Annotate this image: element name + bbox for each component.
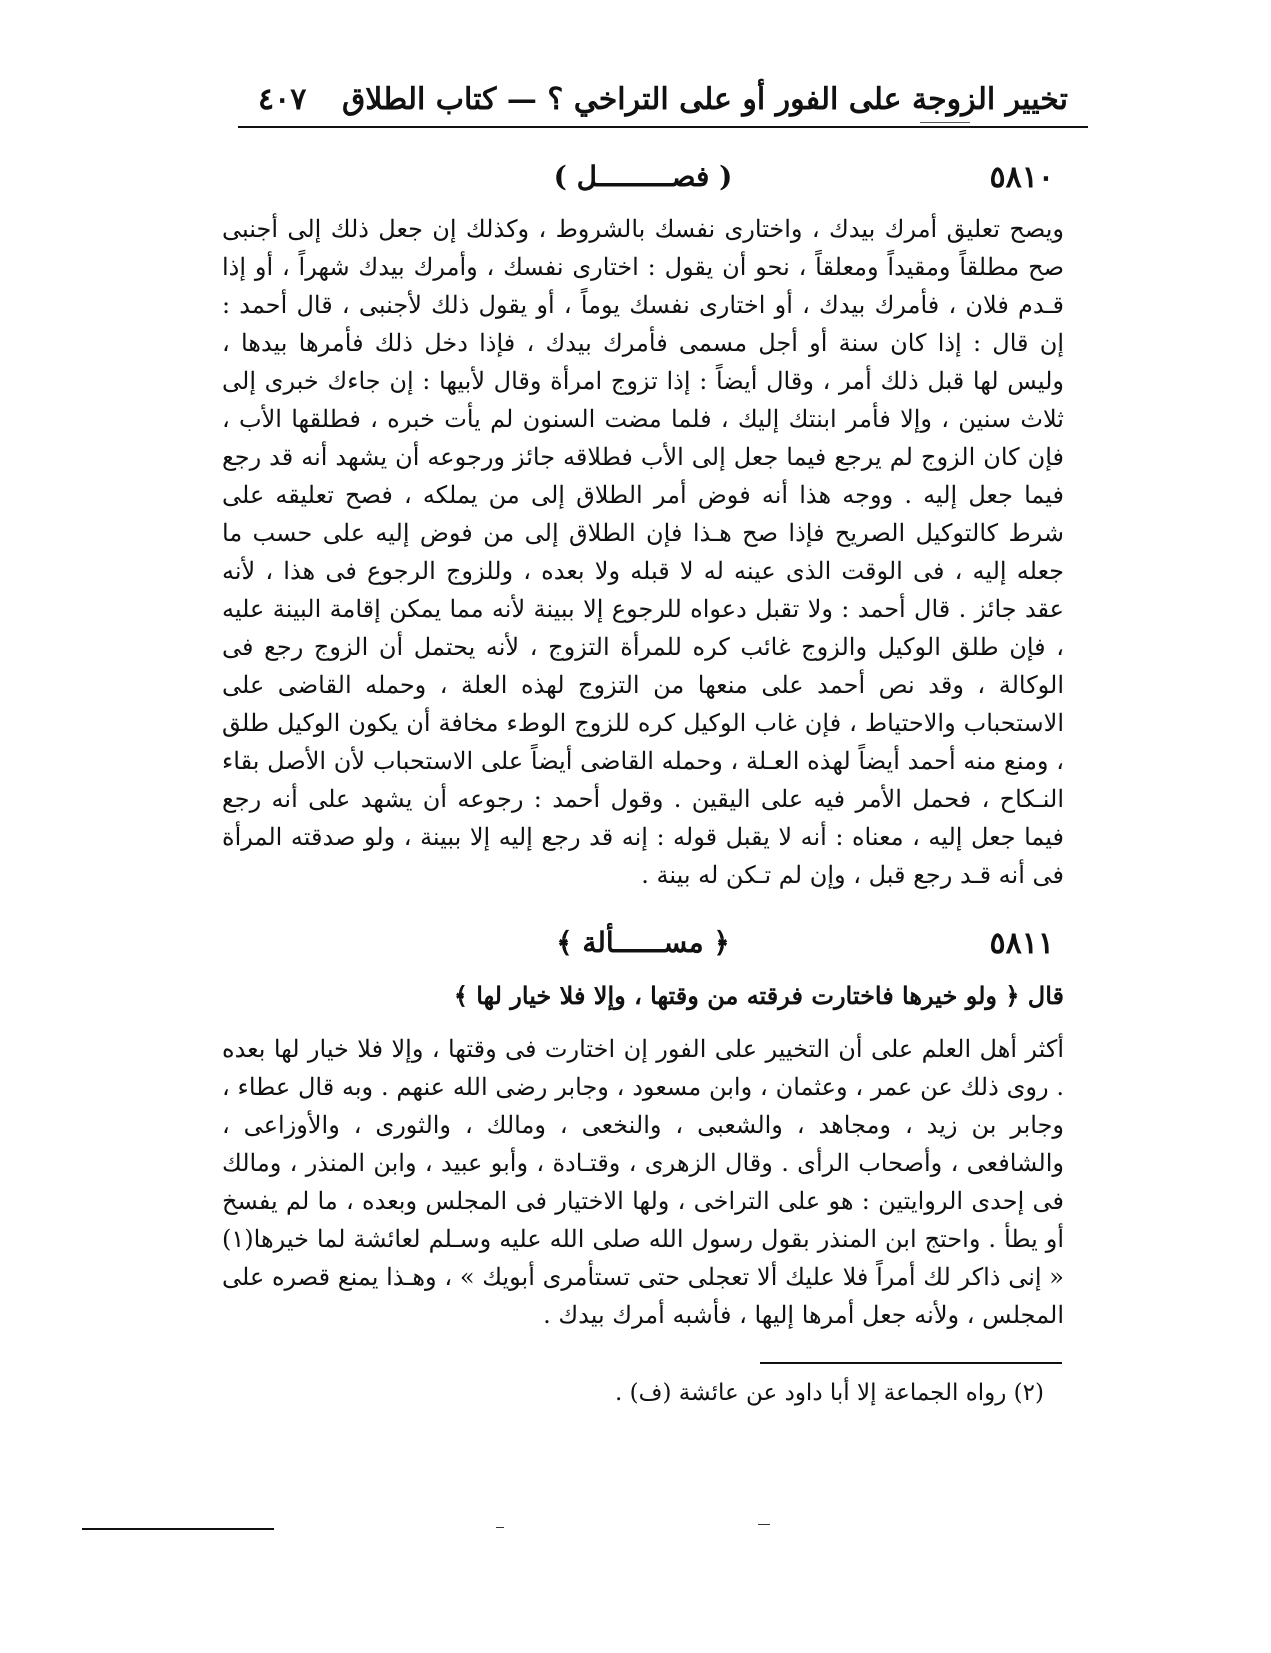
section-label: ﴿ مســــــألة ﴾ (556, 926, 730, 959)
section-label: ( فصـــــــــل ) (553, 160, 733, 193)
body-paragraph: ويصح تعليق أمرك بيدك ، واختارى نفسك بالشروط ، وكذلك إن جعل ذلك إلى أجنبى صح مطلقاً ومقيداً ومعلقاً ، نحو أن يقول : اختارى نفسك ، وأمرك بيدك شهراً ، أو إذا قـدم فلان ، فأمرك بيدك ، أو اختارى نفسك يوماً ، أو يقول ذلك لأجنبى ، قال أحمد : إن قال : إذا كان سنة أو أجل مسمى فأمرك بيدك ، فإذا دخل ذلك فأمرها بيدها ، وليس لها قبل ذلك أمر ، وقال أيضاً : إذا تزوج امرأة وقال لأبيها : إن جاءك خبرى إلى ثلاث سنين ، وإلا فأمر ابنتك إليك ، فلما مضت السنون لم يأت خبره ، فطلقها الأب ، فإن كان الزوج لم يرجع فيما جعل إلى الأب فطلاقه جائز ورجوعه أن يشهد أنه قد رجع فيما جعل إليه . ووجه هذا أنه فوض أمر الطلاق إلى من يملكه ، فصح تعليقه على شرط كالتوكيل الصريح فإذا صح هـذا فإن الطلاق إلى من فوض إليه على حسب ما جعله إليه ، فى الوقت الذى عينه له لا قبله ولا بعده ، وللزوج الرجوع فى هذا ، لأنه عقد جائز . قال أحمد : ولا تقبل دعواه للرجوع إلا ببينة لأنه مما يمكن إقامة البينة عليه ، فإن طلق الوكيل والزوج غائب كره للمرأة التزوج ، لأنه يحتمل أن الزوج رجع فى الوكالة ، وقد نص أحمد على منعها من التزوج لهذه العلة ، وحمله القاضى على الاستحباب والاحتياط ، فإن غاب الوكيل كره للزوج الوطء مخافة أن يكون الوكيل طلق ، ومنع منه أحمد أيضاً لهذه العـلة ، وحمله القاضى أيضاً على الاستحباب لأن الأصل بقاء النـكاح ، فحمل الأمر فيه على اليقين . وقول أحمد : رجوعه أن يشهد على أنه رجع فيما جعل إليه ، معناه : أنه لا يقبل قوله : إنه قد رجع إليه إلا ببينة ، ولو صدقته المرأة فى أنه قـد رجع قبل ، وإن لم تـكن له بينة . (222, 215, 1065, 889)
page-number: ٤٠٧ (258, 82, 307, 117)
header-title: تخيير الزوجة على الفور أو على التراخي ؟ — كتاب الطلاق (342, 82, 1068, 117)
bottom-rule (82, 1528, 274, 1530)
header-ornament-rule (920, 122, 970, 123)
section-number: ٥٨١٠ (989, 160, 1054, 195)
footnote: (٢) رواه الجماعة إلا أبا داود عن عائشة (ف) . (615, 1380, 1044, 1406)
section-5811 (222, 922, 1064, 1334)
scan-mark (496, 1527, 504, 1528)
running-header (238, 78, 1088, 128)
matn-quote: قال ﴿ ولو خيرها فاختارت فرقته من وقتها ، وإلا فلا خيار لها ﴾ (453, 981, 1064, 1010)
section-number: ٥٨١١ (989, 926, 1054, 961)
footnote-rule (760, 1362, 1062, 1364)
header-rule (238, 126, 1088, 128)
section-5810 (222, 156, 1064, 894)
section-heading (222, 156, 1064, 210)
section-heading (222, 922, 1064, 976)
scan-mark (758, 1524, 770, 1525)
body-paragraph: أكثر أهل العلم على أن التخيير على الفور إن اختارت فى وقتها ، وإلا فلا خيار لها بعده . روى ذلك عن عمر ، وعثمان ، وابن مسعود ، وجابر رضى الله عنهم . وبه قال عطاء ، وجابر بن زيد ، ومجاهد ، والشعبى ، والنخعى ، ومالك ، والثورى ، والأوزاعى ، والشافعى ، وأصحاب الرأى . وقال الزهرى ، وقتـادة ، وأبو عبيد ، وابن المنذر ، ومالك فى إحدى الروايتين : هو على التراخى ، ولها الاختيار فى المجلس وبعده ، ما لم يفسخ أو يطأ . واحتج ابن المنذر بقول رسول الله صلى الله عليه وسـلم لعائشة لما خيرها(١) « إنى ذاكر لك أمراً فلا عليك ألا تعجلى حتى تستأمرى أبويك » ، وهـذا يمنع قصره على المجلس ، ولأنه جعل أمرها إليها ، فأشبه أمرك بيدك . (222, 1035, 1065, 1329)
